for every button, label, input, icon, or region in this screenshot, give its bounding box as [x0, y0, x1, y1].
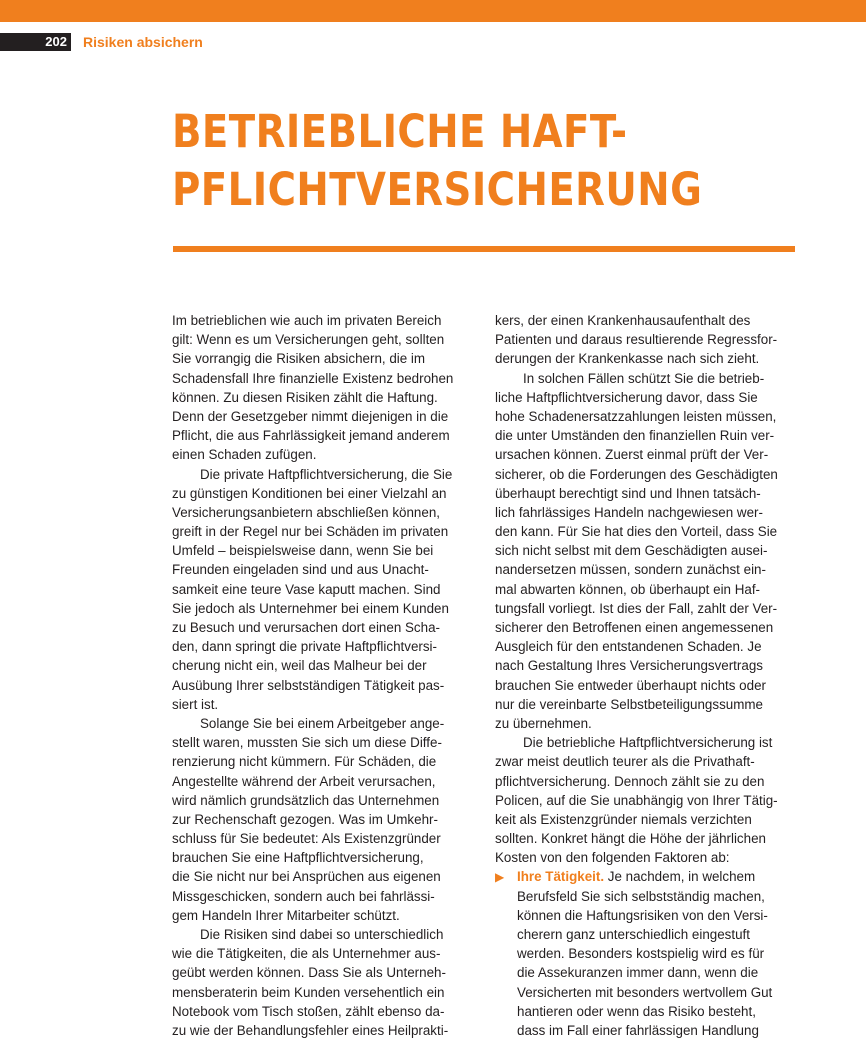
text-line: nur die vereinbarte Selbstbeteiligungssumme — [495, 696, 763, 712]
text-line: renzierung nicht kümmern. Für Schäden, die — [172, 754, 437, 770]
text-line: Angestellte während der Arbeit verursachen, — [172, 773, 436, 789]
text-line: die unter Umständen den finanziellen Ruin ver- — [495, 428, 775, 444]
text-line: wird nämlich grundsätzlich das Unternehmen — [172, 792, 440, 808]
text-line: einen Schaden zufügen. — [172, 447, 317, 463]
text-line: Im betrieblichen wie auch im privaten Bereich — [172, 313, 442, 328]
text-line: gem Handeln Ihrer Mitarbeiter schützt. — [172, 907, 400, 923]
text-line: brauchen Sie entweder überhaupt nichts oder — [495, 677, 766, 693]
text-line: überhaupt berechtigt sind und Ihnen tatsäch- — [495, 485, 761, 501]
bullet-text-line: Versicherten mit besonders wertvollem Gut — [517, 984, 773, 1000]
bullet-text-line: werden. Besonders kostspielig wird es für — [517, 946, 765, 962]
page-title — [172, 103, 722, 219]
text-line: cherung nicht ein, weil das Malheur bei der — [172, 658, 427, 674]
text-line: Notebook vom Tisch stoßen, zählt ebenso da- — [172, 1003, 445, 1019]
bullet-text-line: dass im Fall einer fahrlässigen Handlung — [517, 1022, 759, 1038]
bullet-text-line: die Assekuranzen immer dann, wenn die — [517, 965, 759, 981]
text-line: Die Risiken sind dabei so unterschiedlich — [200, 927, 444, 942]
text-line: sicherer den Betroffenen einen angemessenen — [495, 620, 774, 635]
text-line: keit als Existenzgründer niemals verzichten — [495, 811, 752, 827]
top-accent-bar — [0, 0, 866, 22]
text-line: Versicherungsanbietern abschließen können, — [172, 504, 440, 520]
text-line: wie die Tätigkeiten, die als Unternehmer aus- — [172, 946, 441, 962]
text-line: Freunden eingeladen sind und aus Unacht- — [172, 562, 429, 578]
section-title: Risiken absichern — [83, 34, 203, 50]
text-line: zu übernehmen. — [495, 715, 592, 731]
text-line: samkeit eine teure Vase kaputt machen. Sind — [172, 581, 441, 597]
text-line: pflichtversicherung. Dennoch zählt sie zu den — [495, 773, 765, 789]
text-line: ursachen können. Zuerst einmal prüft der Ver- — [495, 447, 769, 463]
text-line: Kosten von den folgenden Faktoren ab: — [495, 850, 730, 866]
text-line: Die betriebliche Haftpflichtversicherung ist — [523, 735, 773, 751]
triangle-bullet-icon: ▶ — [495, 870, 505, 885]
text-line: den, dann springt die private Haftpflichtversi- — [172, 639, 437, 655]
text-line: zwar meist deutlich teurer als die Privathaft- — [495, 754, 755, 770]
text-line: Ausübung Ihrer selbstständigen Tätigkeit pas- — [172, 677, 445, 693]
text-line: zur Rechenschaft gezogen. Was im Umkehr- — [172, 811, 438, 827]
page-title-line-1: BETRIEBLICHE HAFT- — [172, 105, 628, 158]
text-line: sollten. Konkret hängt die Höhe der jährlichen — [495, 831, 766, 847]
page-number: 202 — [0, 33, 71, 51]
text-line: brauchen Sie eine Haftpflichtversicherung, — [172, 850, 424, 866]
text-line: Policen, auf die Sie unabhängig von Ihrer Tätig- — [495, 792, 778, 808]
bullet-text-line: cherern ganz unterschiedlich eingestuft — [517, 927, 750, 942]
text-line: Patienten und daraus resultierende Regressfor- — [495, 332, 778, 348]
text-line: lich fahrlässiges Handeln nachgewiesen wer- — [495, 504, 763, 520]
text-line: mensberaterin beim Kunden versehentlich ein — [172, 984, 445, 1000]
text-column-left — [172, 311, 472, 1040]
text-line: zu Besuch und verursachen dort einen Scha- — [172, 620, 440, 635]
text-line: geübt werden können. Dass Sie als Unterneh- — [172, 965, 446, 981]
text-line: nach Gestaltung Ihres Versicherungsvertrags — [495, 658, 763, 674]
bullet-item-activity — [495, 867, 795, 1040]
text-line: kers, der einen Krankenhausaufenthalt des — [495, 313, 751, 328]
text-line: mal abwarten können, ob überhaupt ein Haf- — [495, 581, 761, 597]
text-line: schluss für Sie bedeutet: Als Existenzgründer — [172, 831, 441, 847]
text-line: liche Haftpflichtversicherung davor, dass Sie — [495, 389, 758, 405]
bullet-first-line: Je nachdem, in welchem — [604, 869, 756, 885]
bullet-body — [495, 887, 795, 1040]
text-line: zu wie der Behandlungsfehler eines Heilprakti- — [172, 1022, 449, 1038]
text-line: Schadensfall Ihre finanzielle Existenz bedrohen — [172, 370, 454, 386]
text-line: siert ist. — [172, 696, 219, 712]
text-line: tungsfall vorliegt. Ist dies der Fall, zahlt der Ver- — [495, 600, 778, 616]
text-line: Umfeld – beispielsweise dann, wenn Sie bei — [172, 543, 434, 559]
text-line: nandersetzen müssen, sondern zunächst ein- — [495, 562, 766, 578]
text-line: Sie jedoch als Unternehmer bei einem Kunden — [172, 600, 449, 616]
bullet-title: Ihre Tätigkeit. — [517, 869, 605, 885]
page-title-line-2: PFLICHTVERSICHERUNG — [172, 163, 703, 216]
bullet-text-line: Berufsfeld Sie sich selbstständig machen, — [517, 888, 765, 904]
text-line: In solchen Fällen schützt Sie die betrieb- — [523, 370, 765, 386]
text-line: derungen der Krankenkasse nach sich zieht. — [495, 351, 760, 367]
bullet-text-line: können die Haftungsrisiken von den Versi- — [517, 907, 768, 923]
text-line: sich nicht selbst mit dem Geschädigten ausei- — [495, 543, 768, 559]
text-line: Missgeschicken, sondern auch bei fahrlässi- — [172, 888, 435, 904]
text-line: den kann. Für Sie hat dies den Vorteil, dass Sie — [495, 524, 778, 540]
text-line: greift in der Regel nur bei Schäden im privaten — [172, 524, 449, 540]
text-line: Sie vorrangig die Risiken absichern, die im — [172, 351, 426, 367]
text-line: zu günstigen Konditionen bei einer Vielzahl an — [172, 485, 447, 501]
text-line: Solange Sie bei einem Arbeitgeber ange- — [200, 715, 445, 731]
text-line: Die private Haftpflichtversicherung, die Sie — [200, 466, 453, 482]
text-column-right — [495, 311, 795, 1040]
text-line: Ausgleich für den entstandenen Schaden. Je — [495, 639, 762, 655]
title-divider — [173, 246, 795, 252]
text-line: hohe Schadenersatzzahlungen leisten müssen, — [495, 408, 777, 424]
text-line: gilt: Wenn es um Versicherungen geht, sollten — [172, 332, 445, 348]
text-line: die Sie nicht nur bei Ansprüchen aus eigenen — [172, 869, 441, 885]
text-column-right-paragraphs — [495, 311, 795, 867]
text-line: sicherer, ob die Forderungen des Geschädigten — [495, 466, 778, 482]
text-line: können. Zu diesen Risiken zählt die Haftung. — [172, 389, 438, 405]
text-line: Denn der Gesetzgeber nimmt diejenigen in die — [172, 408, 449, 424]
bullet-text-line: hantieren oder wenn das Risiko besteht, — [517, 1003, 756, 1019]
text-line: stellt waren, mussten Sie sich um diese Diffe- — [172, 735, 442, 751]
text-line: Pflicht, die aus Fahrlässigkeit jemand anderem — [172, 428, 450, 444]
